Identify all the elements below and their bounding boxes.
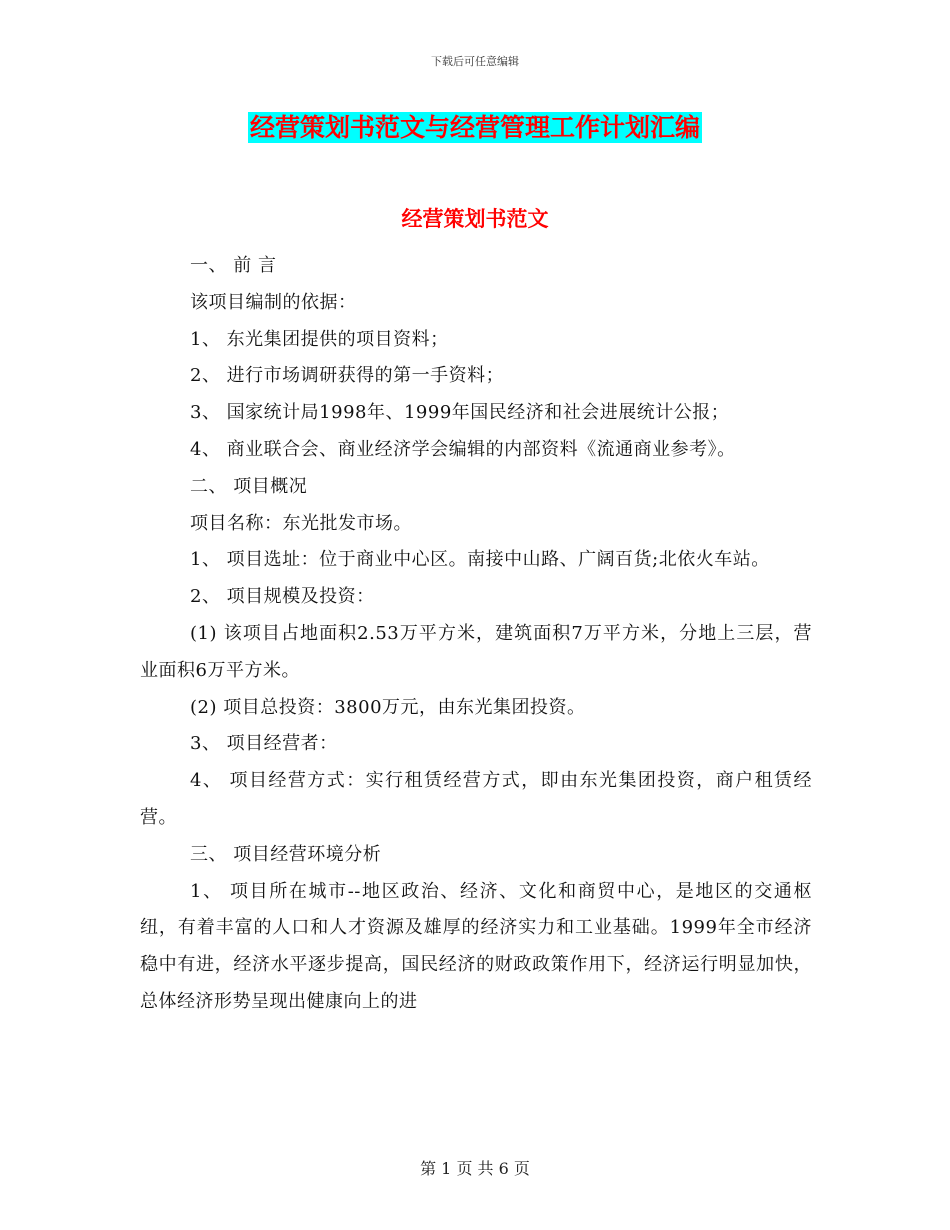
paragraph: 1、 项目选址：位于商业中心区。南接中山路、广阔百货;北依火车站。 <box>190 549 770 571</box>
paragraph: 一、 前 言 <box>190 255 277 276</box>
paragraph: 4、 商业联合会、商业经济学会编辑的内部资料《流通商业参考》。 <box>190 438 736 460</box>
paragraph: 2、 进行市场调研获得的第一手资料； <box>190 365 505 387</box>
document-title-text: 经营策划书范文与经营管理工作计划汇编 <box>249 113 700 142</box>
paragraph: 三、 项目经营环境分析 <box>190 843 382 865</box>
paragraph: 2、 项目规模及投资： <box>190 586 375 608</box>
paragraph: 该项目编制的依据： <box>190 291 357 313</box>
paragraph: 项目名称：东光批发市场。 <box>190 512 412 534</box>
paragraph: (1) 该项目占地面积2.53万平方米，建筑面积7万平方米，分地上三层，营业面积6万平方米。 <box>140 622 812 681</box>
paragraph: 二、 项目概况 <box>190 475 308 497</box>
header-note: 下载后可任意编辑 <box>431 55 519 68</box>
paragraph: 1、 项目所在城市--地区政治、经济、文化和商贸中心，是地区的交通枢纽，有着丰富的人口和人才资源及雄厚的经济实力和工业基础。1999年全市经济稳中有进，经济水平逐步提高，国民经济的财政政策作用下，经济运行明显加快，总体经济形势呈现出健康向上的进 <box>140 880 812 1012</box>
section-title: 经营策划书范文 <box>401 206 549 231</box>
paragraph: 4、 项目经营方式：实行租赁经营方式，即由东光集团投资，商户租赁经营。 <box>140 770 812 828</box>
paragraph: 1、 东光集团提供的项目资料； <box>190 328 449 350</box>
paragraph: 3、 国家统计局1998年、1999年国民经济和社会进展统计公报； <box>190 402 730 424</box>
document-body <box>140 248 812 1021</box>
paragraph: 3、 项目经营者： <box>190 733 338 755</box>
paragraph: (2) 项目总投资：3800万元，由东光集团投资。 <box>190 696 586 718</box>
page-footer: 第 1 页 共 6 页 <box>420 1159 530 1178</box>
document-title <box>0 110 950 146</box>
